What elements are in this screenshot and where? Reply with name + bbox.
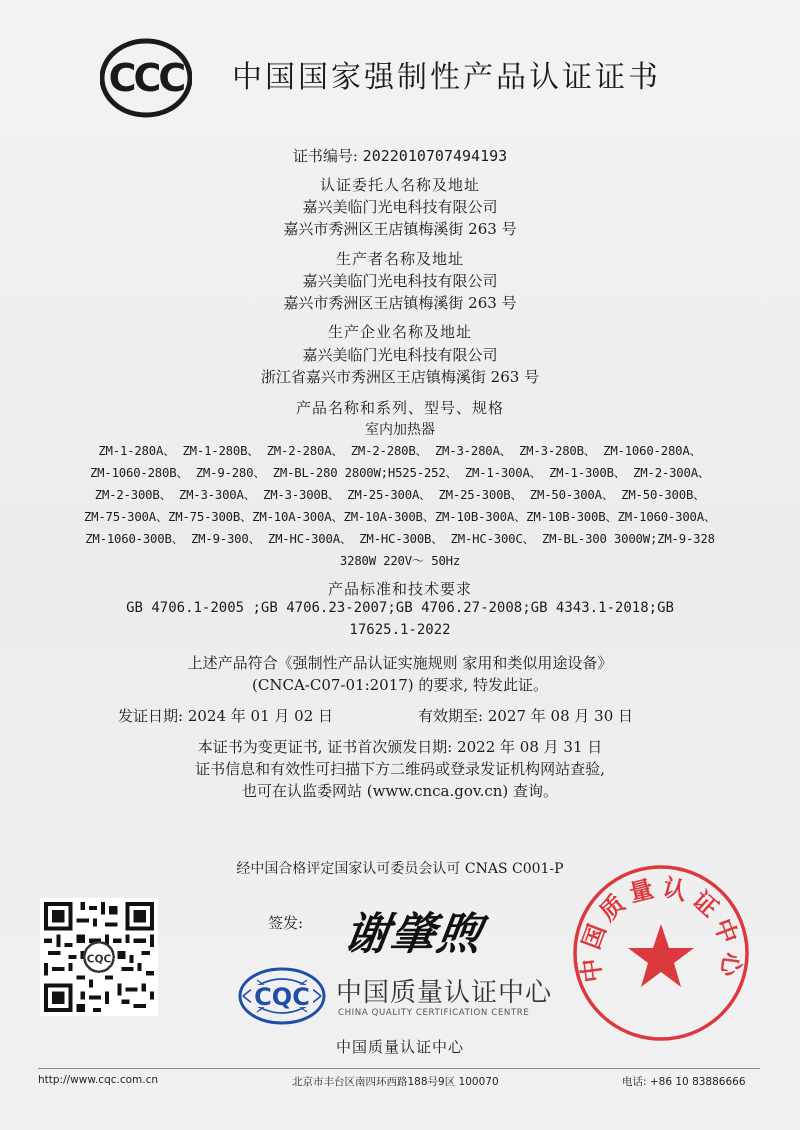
qr-center-logo-text: CQC xyxy=(86,953,112,966)
conformity-line: 上述产品符合《强制性产品认证实施规则 家用和类似用途设备》 xyxy=(187,654,613,672)
issuer-name-cn: 中国质量认证中心 xyxy=(336,978,553,1008)
footer-divider xyxy=(38,1068,760,1069)
certificate-title: 中国国家强制性产品认证证书 xyxy=(232,60,661,95)
issue-date: 2024 年 01 月 02 日 xyxy=(187,707,334,725)
sign-label: 签发: xyxy=(268,914,304,932)
qr-code[interactable] xyxy=(40,898,158,1016)
certificate-number-label: 证书编号: xyxy=(292,147,358,165)
model-line: ZM-1060-300B、 ZM-9-300、 ZM-HC-300A、 ZM-HC-300B、 ZM-HC-300C、 ZM-BL-300 3000W;ZM-9-328 xyxy=(85,532,715,546)
accreditation-text: 经中国合格评定国家认可委员会认可 CNAS C001-P xyxy=(236,861,564,877)
footer-phone: 电话: +86 10 83886666 xyxy=(622,1076,746,1088)
client-heading: 认证委托人名称及地址 xyxy=(319,176,480,194)
factory-heading: 生产企业名称及地址 xyxy=(327,323,472,341)
producer-name: 嘉兴美临门光电科技有限公司 xyxy=(302,272,498,290)
product-heading: 产品名称和系列、型号、规格 xyxy=(295,399,504,417)
factory-name: 嘉兴美临门光电科技有限公司 xyxy=(302,346,498,364)
client-address: 嘉兴市秀洲区王店镇梅溪街 263 号 xyxy=(283,220,517,238)
client-name: 嘉兴美临门光电科技有限公司 xyxy=(302,198,498,216)
producer-heading: 生产者名称及地址 xyxy=(335,250,464,268)
ccc-logo-text: CCC xyxy=(108,56,184,100)
stamp-star-icon xyxy=(628,924,694,987)
valid-date-row xyxy=(418,705,633,726)
cqc-logo xyxy=(237,966,327,1026)
factory-address: 浙江省嘉兴市秀洲区王店镇梅溪街 263 号 xyxy=(260,368,540,386)
model-line: ZM-75-300A、ZM-75-300B、ZM-10A-300A、ZM-10A-300B、ZM-10B-300A、ZM-10B-300B、ZM-1060-300A、 xyxy=(83,510,717,524)
issue-date-row xyxy=(118,705,333,726)
note-line: 证书信息和有效性可扫描下方二维码或登录发证机构网站查验, xyxy=(195,760,605,778)
certificate-number-row xyxy=(0,145,800,166)
model-line: 3280W 220V～ 50Hz xyxy=(339,554,461,568)
valid-date: 2027 年 08 月 30 日 xyxy=(487,707,634,725)
note-line: 也可在认监委网站 (www.cnca.gov.cn) 查询。 xyxy=(241,782,559,800)
standards-line: 17625.1-2022 xyxy=(349,622,451,638)
standards-line: GB 4706.1-2005 ;GB 4706.23-2007;GB 4706.27-2008;GB 4343.1-2018;GB xyxy=(126,600,674,616)
producer-address: 嘉兴市秀洲区王店镇梅溪街 263 号 xyxy=(283,294,517,312)
footer-website[interactable]: http://www.cqc.com.cn xyxy=(38,1074,159,1086)
issue-date-label: 发证日期: xyxy=(118,707,184,725)
footer-address: 北京市丰台区南四环西路188号9区 100070 xyxy=(292,1076,499,1088)
signature: 谢肇煦 xyxy=(341,909,487,960)
model-line: ZM-1060-280B、 ZM-9-280、 ZM-BL-280 2800W;H525-252、 ZM-1-300A、 ZM-1-300B、 ZM-2-300A、 xyxy=(89,466,711,480)
issuer-name-en: CHINA QUALITY CERTIFICATION CENTRE xyxy=(338,1008,530,1018)
official-stamp xyxy=(570,862,752,1044)
cqc-logo-text: CQC xyxy=(254,983,310,1011)
model-line: ZM-1-280A、 ZM-1-280B、 ZM-2-280A、 ZM-2-280B、 ZM-3-280A、 ZM-3-280B、 ZM-1060-280A、 xyxy=(98,444,702,458)
ccc-logo xyxy=(100,38,192,118)
conformity-line: (CNCA-C07-01:2017) 的要求, 特发此证。 xyxy=(252,676,548,694)
standards-heading: 产品标准和技术要求 xyxy=(327,580,472,598)
note-line: 本证书为变更证书, 证书首次颁发日期: 2022 年 08 月 31 日 xyxy=(197,738,603,756)
product-name: 室内加热器 xyxy=(365,422,435,438)
valid-date-label: 有效期至: xyxy=(418,707,484,725)
issuer-name-bottom: 中国质量认证中心 xyxy=(335,1038,464,1056)
certificate-number: 2022010707494193 xyxy=(362,147,508,165)
stamp-text: 中国质量认证中心 xyxy=(574,872,748,985)
model-line: ZM-2-300B、 ZM-3-300A、 ZM-3-300B、 ZM-25-300A、 ZM-25-300B、 ZM-50-300A、 ZM-50-300B、 xyxy=(94,488,706,502)
